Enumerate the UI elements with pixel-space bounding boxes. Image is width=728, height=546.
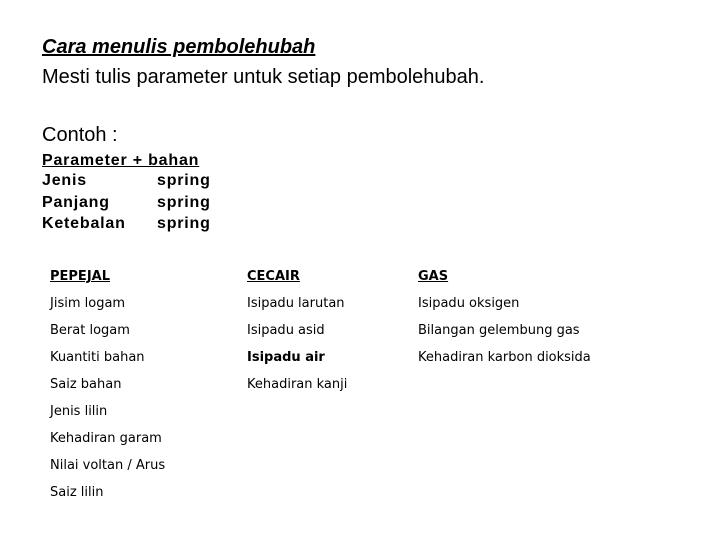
example-parameter: Ketebalan: [42, 215, 126, 232]
list-item: Kehadiran garam: [50, 431, 162, 446]
list-item: Saiz lilin: [50, 485, 104, 500]
page-title: Cara menulis pembolehubah: [42, 36, 316, 58]
column-cecair: [247, 263, 347, 398]
example-parameter: Jenis: [42, 172, 87, 189]
example-bahan: spring: [157, 172, 211, 189]
column-heading: GAS: [418, 269, 449, 284]
example-row: [42, 192, 302, 214]
list-item: Berat logam: [50, 323, 130, 338]
column-gas: [418, 263, 591, 371]
list-item: Isipadu larutan: [247, 296, 345, 311]
list-item: Isipadu oksigen: [418, 296, 520, 311]
page-subtitle: Mesti tulis parameter untuk setiap pembolehubah.: [42, 66, 485, 88]
example-bahan: spring: [157, 215, 211, 232]
column-heading: CECAIR: [247, 269, 300, 284]
example-row: [42, 170, 302, 192]
list-item: Isipadu asid: [247, 323, 325, 338]
column-heading: PEPEJAL: [50, 269, 110, 284]
list-item: Isipadu air: [247, 350, 325, 365]
list-item: Saiz bahan: [50, 377, 122, 392]
example-row: [42, 213, 302, 235]
example-label: Contoh :: [42, 124, 118, 146]
example-parameter: Panjang: [42, 194, 110, 211]
list-item: Kehadiran karbon dioksida: [418, 350, 591, 365]
list-item: Jenis lilin: [50, 404, 108, 419]
list-item: Kuantiti bahan: [50, 350, 145, 365]
example-header: Parameter + bahan: [42, 152, 200, 169]
list-item: Nilai voltan / Arus: [50, 458, 166, 473]
list-item: Kehadiran kanji: [247, 377, 348, 392]
list-item: Jisim logam: [50, 296, 126, 311]
list-item: Bilangan gelembung gas: [418, 323, 580, 338]
column-pepejal: [50, 263, 165, 506]
example-bahan: spring: [157, 194, 211, 211]
